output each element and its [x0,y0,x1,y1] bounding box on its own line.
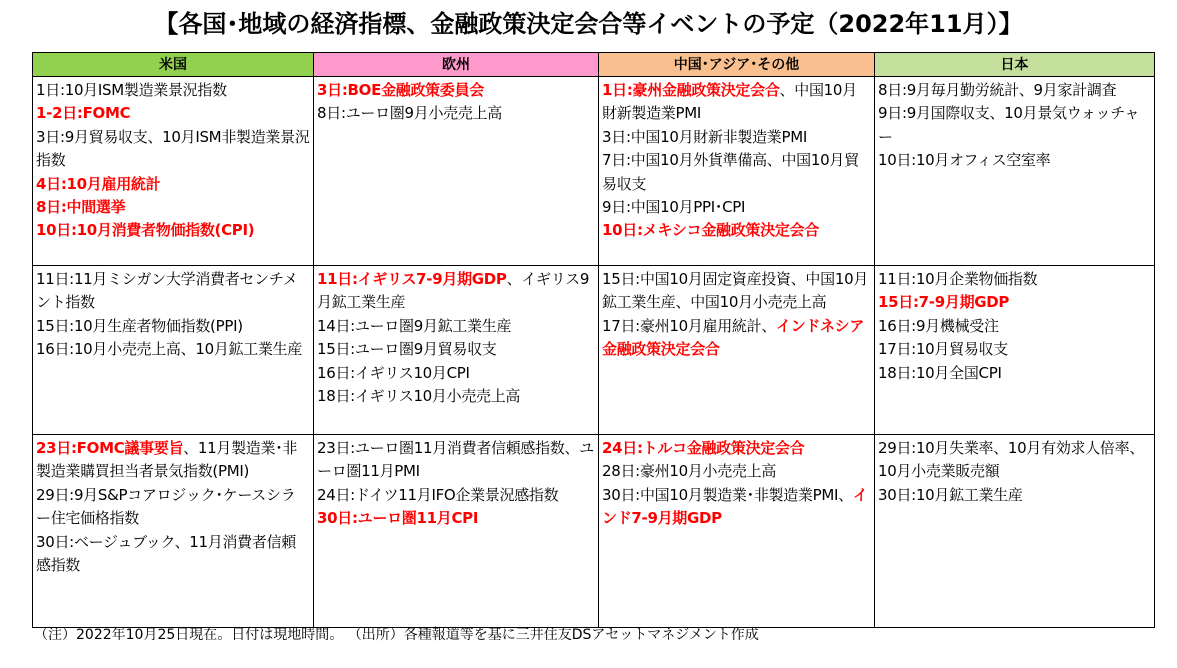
event-text: 15日:10月生産者物価指数(PPI) [36,316,243,335]
event-text: 、11月製造業･非製造業購買担当者景気指数(PMI) [36,439,298,481]
event-text: 3日:9月貿易収支、10月ISM非製造業景況指数 [36,127,310,170]
event-text: 30日:10月鉱工業生産 [878,485,1023,504]
event-text: 8日:9月毎月勤労統計、9月家計調査 [878,81,1117,99]
event-highlight-text: 4日:10月雇用統計 [36,174,161,193]
event-item [602,460,871,483]
header-row [33,53,1155,77]
event-text: 29日:9月S&Pコアロジック･ケースシラー住宅価格指数 [36,485,296,528]
event-item [36,219,310,242]
event-text: 1日:10月ISM製造業景況指数 [36,81,227,99]
event-item [36,102,310,125]
column-header-europe: 欧州 [314,53,599,77]
event-text: 15日:中国10月固定資産投資、中国10月鉱工業生産、中国10月小売売上高 [602,270,869,312]
event-item [36,338,310,361]
event-item [36,126,310,173]
cell-japan-mid [875,266,1155,435]
event-item [36,437,310,484]
column-header-us: 米国 [33,53,314,77]
event-item [317,507,595,530]
event-text: 11日:11月ミシガン大学消費者センチメント指数 [36,270,298,312]
event-highlight-text: 10日:メキシコ金融政策決定会合 [602,221,819,240]
event-item [602,196,871,219]
event-text: 16日:イギリス10月CPI [317,363,470,382]
event-highlight-text: インドネシア金融政策決定会合 [602,316,865,359]
event-highlight-text: 8日:中間選挙 [36,198,126,217]
event-highlight-text: 1-2日:FOMC [36,104,131,123]
event-text: 24日:ドイツ11月IFO企業景況感指数 [317,485,559,504]
event-item [602,219,871,242]
event-item [602,484,871,531]
event-text: 28日:豪州10月小売売上高 [602,462,777,481]
event-item [317,315,595,338]
cell-us-mid [33,266,314,435]
cell-us-late [33,435,314,628]
event-text: 17日:10月貿易収支 [878,340,1008,359]
column-header-asia-other: 中国･アジア･その他 [599,53,875,77]
event-item [878,315,1151,338]
event-text: 29日:10月失業率、10月有効求人倍率、10月小売業販売額 [878,439,1145,481]
event-highlight-text: 3日:BOE金融政策委員会 [317,81,484,99]
event-item [36,79,310,102]
event-text: 10日:10月オフィス空室率 [878,151,1051,170]
event-item [602,315,871,362]
event-text: 16日:9月機械受注 [878,316,999,335]
events-table [32,52,1155,628]
event-highlight-text: 30日:ユーロ圏11月CPI [317,509,479,528]
cell-europe-mid [314,266,599,435]
footnote: （注）2022年10月25日現在。日付は現地時間。 （出所）各種報道等を基に三井住友DSアセットマネジメント作成 [34,627,759,643]
event-text: 23日:ユーロ圏11月消費者信頼感指数、ユーロ圏11月PMI [317,439,594,481]
event-text: 15日:ユーロ圏9月貿易収支 [317,340,497,359]
event-text: 7日:中国10月外貨準備高、中国10月貿易収支 [602,151,859,193]
event-item [878,291,1151,314]
event-item [317,385,595,408]
event-text: 30日:中国10月製造業･非製造業PMI、 [602,485,853,504]
event-text: 17日:豪州10月雇用統計、 [602,316,777,335]
event-item [878,338,1151,361]
event-text: 8日:ユーロ圏9月小売売上高 [317,104,502,123]
event-highlight-text: 15日:7-9月期GDP [878,293,1010,312]
event-text: 18日:イギリス10月小売売上高 [317,387,521,406]
cell-us-early [33,77,314,266]
event-text: 3日:中国10月財新非製造業PMI [602,127,807,146]
event-text: 9日:9月国際収支、10月景気ウォッチャー [878,104,1140,146]
event-text: 11日:10月企業物価指数 [878,270,1038,288]
event-item [602,149,871,196]
cell-asia-late [599,435,875,628]
cell-europe-early [314,77,599,266]
cell-asia-mid [599,266,875,435]
cell-europe-late [314,435,599,628]
event-item [317,79,595,102]
event-item [36,196,310,219]
event-item [317,362,595,385]
event-highlight-text: 11日:イギリス7-9月期GDP [317,270,507,288]
event-text: 30日:ベージュブック、11月消費者信頼感指数 [36,532,296,575]
event-highlight-text: インド7-9月期GDP [602,485,868,528]
event-item [36,484,310,531]
event-item [878,437,1151,484]
event-item [878,149,1151,172]
table-row [33,435,1155,628]
cell-asia-early [599,77,875,266]
event-item [878,484,1151,507]
event-item [317,268,595,315]
event-item [878,102,1151,149]
event-highlight-text: 1日:豪州金融政策決定会合 [602,81,780,99]
event-highlight-text: 10日:10月消費者物価指数(CPI) [36,221,255,240]
event-highlight-text: 23日:FOMC議事要旨 [36,439,184,457]
event-text: 9日:中国10月PPI･CPI [602,198,746,217]
event-item [36,268,310,315]
cell-japan-early [875,77,1155,266]
event-item [878,79,1151,102]
event-text: 、イギリス9月鉱工業生産 [317,270,590,312]
cell-japan-late [875,435,1155,628]
event-item [317,437,595,484]
event-text: 、中国10月財新製造業PMI [602,81,857,123]
column-header-japan: 日本 [875,53,1155,77]
event-item [36,531,310,578]
event-item [878,362,1151,385]
event-item [317,102,595,125]
event-item [878,268,1151,291]
table-row [33,266,1155,435]
event-text: 16日:10月小売売上高、10月鉱工業生産 [36,340,303,359]
event-highlight-text: 24日:トルコ金融政策決定会合 [602,439,805,457]
event-text: 18日:10月全国CPI [878,363,1002,382]
table-row [33,77,1155,266]
event-item [317,484,595,507]
event-item [602,79,871,126]
event-item [602,126,871,149]
event-item [317,338,595,361]
event-text: 14日:ユーロ圏9月鉱工業生産 [317,316,512,335]
event-item [36,315,310,338]
event-item [602,437,871,460]
event-item [602,268,871,315]
page-title: 【各国･地域の経済指標、金融政策決定会合等イベントの予定（2022年11月）】 [154,10,1023,38]
event-item [36,173,310,196]
